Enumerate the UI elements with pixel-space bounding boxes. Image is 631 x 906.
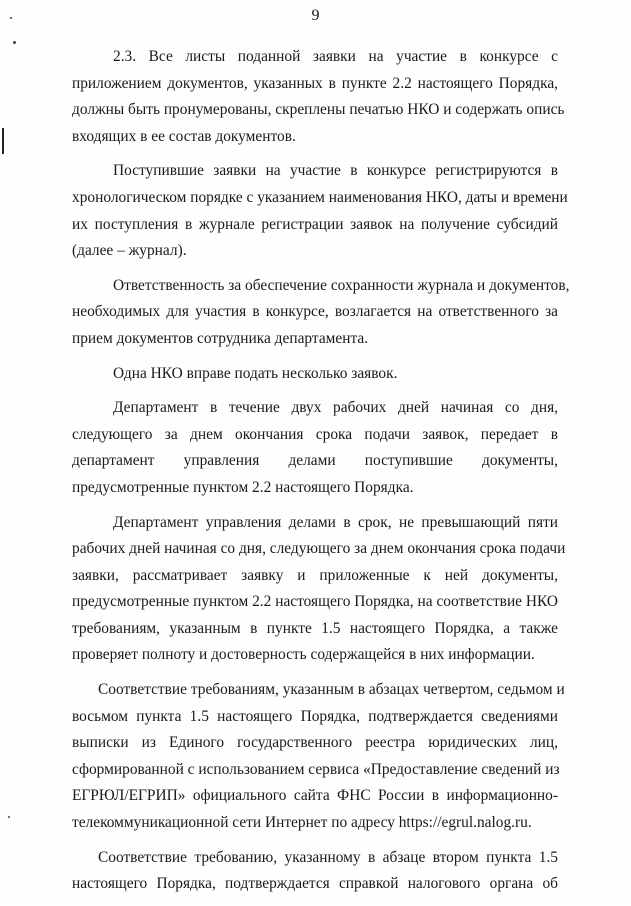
document-body <box>72 44 570 906</box>
text-line: входящих в ее состав документов. <box>72 127 296 145</box>
paragraph <box>72 158 568 264</box>
paragraph <box>72 44 565 150</box>
text-line: требованиям, указанным в пункте 1.5 настоящего Порядка, а также <box>72 619 558 637</box>
paragraph <box>72 510 566 670</box>
text-line: департамент управления делами поступившие документы, <box>72 452 558 470</box>
left-margin-mark <box>2 128 4 154</box>
paragraph <box>72 273 570 353</box>
text-line: проверяет полноту и достоверность содержащейся в них информации. <box>72 646 535 664</box>
text-line: приложением документов, указанных в пункте 2.2 настоящего Порядка, <box>72 74 558 92</box>
text-line: Одна НКО вправе подать несколько заявок. <box>113 364 398 382</box>
paragraph <box>72 395 558 501</box>
text-line: ЕГРЮЛ/ЕГРИП» официального сайта ФНС России в информационно- <box>72 787 558 805</box>
text-line: рабочих дней начиная со дня, следующего за днем окончания срока подачи <box>72 540 566 558</box>
paragraph <box>72 845 558 898</box>
text-line: Ответственность за обеспечение сохранности журнала и документов, <box>113 276 570 294</box>
scan-speck <box>13 41 16 44</box>
paragraph <box>72 677 565 837</box>
text-line: Соответствие требованиям, указанным в абзацах четвертом, седьмом и <box>98 681 565 699</box>
text-line: необходимых для участия в конкурсе, возлагается на ответственного за <box>72 303 558 321</box>
text-line: сформированной с использованием сервиса «Предоставление сведений из <box>72 760 560 778</box>
scan-speck <box>10 17 12 19</box>
text-line: настоящего Порядка, подтверждается справкой налогового органа об <box>72 875 558 893</box>
text-line: Поступившие заявки на участие в конкурсе регистрируются в <box>113 162 558 180</box>
text-line: выписки из Единого государственного реестра юридических лиц, <box>72 734 558 752</box>
text-line: следующего за днем окончания срока подачи заявок, передает в <box>72 425 558 443</box>
text-line: Департамент в течение двух рабочих дней начиная со дня, <box>113 399 558 417</box>
text-line: предусмотренные пунктом 2.2 настоящего Порядка. <box>72 478 414 496</box>
text-line: хронологическом порядке с указанием наименования НКО, даты и времени <box>72 188 568 206</box>
text-line: телекоммуникационной сети Интернет по адресу https://egrul.nalog.ru. <box>72 814 532 832</box>
text-line: 2.3. Все листы поданной заявки на участие в конкурсе с <box>113 48 558 65</box>
text-line: Департамент управления делами в срок, не превышающий пяти <box>113 513 558 531</box>
text-line: прием документов сотрудника департамента. <box>72 329 369 347</box>
text-line: (далее – журнал). <box>72 242 187 260</box>
text-line: предусмотренные пунктом 2.2 настоящего Порядка, на соответствие НКО <box>72 593 558 611</box>
text-line: их поступления в журнале регистрации заявок на получение субсидий <box>72 215 558 233</box>
page-number: 9 <box>311 7 320 24</box>
paragraph <box>72 361 558 388</box>
text-line: заявки, рассматривает заявку и приложенные к ней документы, <box>72 566 558 584</box>
text-line: Соответствие требованию, указанному в абзаце втором пункта 1.5 <box>98 848 558 866</box>
text-line: должны быть пронумерованы, скреплены печатью НКО и содержать опись <box>72 101 565 119</box>
text-line: восьмом пункта 1.5 настоящего Порядка, подтверждается сведениями <box>72 707 558 725</box>
scan-speck <box>8 816 10 818</box>
